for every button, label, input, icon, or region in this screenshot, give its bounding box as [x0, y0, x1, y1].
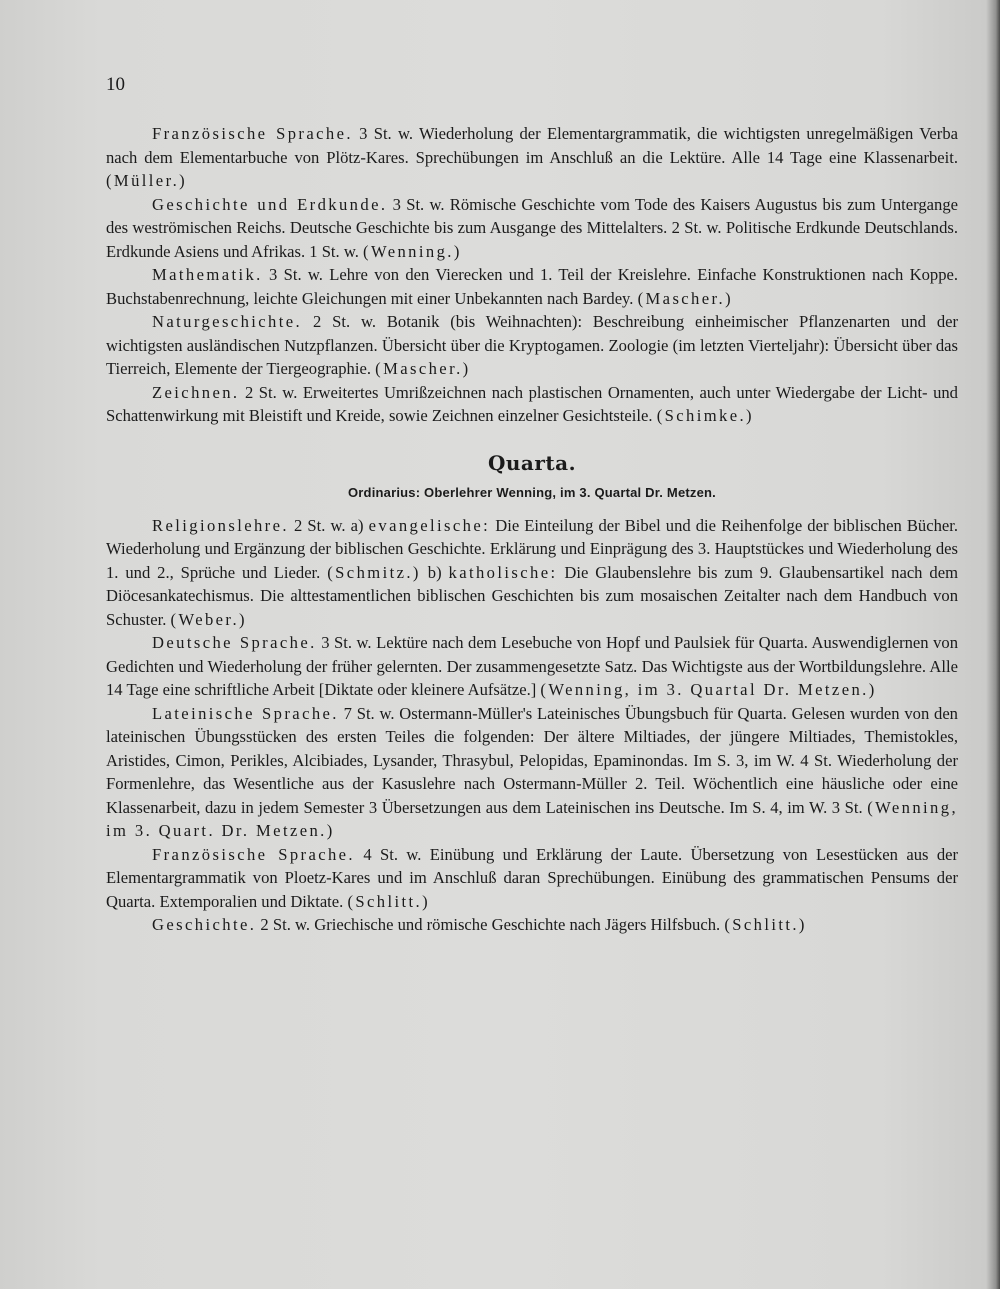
teacher-name: (Mascher.) — [637, 288, 734, 308]
section-text: 3 St. w. Römische Geschichte vom Tode des Kaisers Augustus bis zum Untergange des weströmischen Reichs. Deutsche Geschichte bis zum Ausgange des Mittelalters. 2 St. w. Politische Erdkunde Deutschlands. Erdkunde Asiens und Afrikas. 1 St. w. — [106, 194, 958, 261]
teacher-name: (Schlitt.) — [724, 915, 807, 934]
section-latein — [106, 702, 958, 843]
subject-title: Lateinische Sprache. — [152, 703, 339, 723]
section-text: 3 St. w. Lektüre nach dem Lesebuche von Hopf und Paulsiek für Quarta. Auswendiglernen von Gedichten und Wiederholung der früher gelernten. Der zusammengesetzte Satz. Das Wichtigste aus der Wortbildungslehre. Alle 14 Tage eine schriftliche Arbeit [Diktate oder kleinere Aufsätze.] — [106, 633, 959, 699]
teacher-name: (Müller.) — [106, 171, 188, 190]
teacher-name: (Weber.) — [170, 609, 247, 629]
section-deutsch — [106, 631, 958, 702]
section-text: 3 St. w. Lehre von den Vierecken und 1. Teil der Kreislehre. Einfache Konstruktionen nach Koppe. Buchstabenrechnung, leichte Gleichungen mit einer Unbekannten nach Bardey. — [106, 265, 959, 308]
subject-title: Französische Sprache. — [152, 124, 353, 143]
subject-title: Mathematik. — [152, 265, 263, 284]
subject-title: Deutsche Sprache. — [152, 633, 317, 652]
section-geschichte-quarta — [106, 913, 958, 937]
section-zeichnen — [106, 381, 958, 428]
denomination-label: katholische: — [448, 562, 558, 582]
class-heading: Quarta. — [487, 450, 577, 475]
section-geschichte-erdkunde — [106, 193, 958, 264]
section-religionslehre — [106, 514, 958, 632]
page-edge-shadow — [986, 0, 1000, 1289]
section-mathematik — [106, 263, 958, 310]
teacher-name: (Wenning, im 3. Quartal Dr. Metzen.) — [540, 680, 877, 699]
section-franzoesisch-quarta — [106, 843, 958, 914]
teacher-name: (Mascher.) — [375, 359, 471, 378]
section-text: Die Glaubenslehre bis zum 9. Glaubensartikel nach dem Diöcesankatechismus. Die alttestamentlichen biblischen Geschichten bis zum mosaischen Zeitalter nach dem Handbuch von Schuster. — [106, 562, 958, 629]
section-text: 7 St. w. Ostermann-Müller's Lateinisches Übungsbuch für Quarta. Gelesen wurden von den lateinischen Übungsstücken des ersten Teiles die folgenden: Der ältere Miltiades, der jüngere Miltiades, Themistokles, Aristides, Cimon, Perikles, Alcibiades, Lysander, Thrasybul, Pelopidas, Epaminondas. Im S. 3, im W. 4 St. Wiederholung der Formenlehre, das Wesentliche aus der Kasuslehre nach Ostermann-Müller 2. Teil. Wöchentlich eine häusliche oder eine Klassenarbeit, dazu in jedem Semester 3 Übersetzungen aus dem Lateinischen ins Deutsche. Im S. 4, im W. 3 St. — [106, 703, 958, 817]
teacher-name: (Schimke.) — [656, 406, 754, 425]
subject-title: Religionslehre. — [152, 515, 289, 535]
section-text: 2 St. w. Griechische und römische Geschichte nach Jägers Hilfsbuch. — [260, 915, 721, 934]
subject-title: Französische Sprache. — [152, 844, 355, 864]
section-text: 2 St. w. Erweitertes Umrißzeichnen nach plastischen Ornamenten, auch unter Wiedergabe der Licht- und Schattenwirkung mit Bleistift und Kreide, sowie Zeichnen einzelner Gesichtsteile. — [106, 382, 958, 425]
subject-title: Zeichnen. — [152, 382, 240, 402]
section-text: 3 St. w. Wiederholung der Elementargrammatik, die wichtigsten unregelmäßigen Verba nach dem Elementarbuche von Plötz-Kares. Sprechübungen im Anschluß an die Lektüre. Alle 14 Tage eine Klassenarbeit. — [106, 124, 958, 167]
section-naturgeschichte — [106, 310, 958, 381]
section-franzoesisch-upper — [106, 122, 958, 193]
section-text: 4 St. w. Einübung und Erklärung der Laute. Übersetzung von Lesestücken aus der Elementargrammatik von Ploetz-Kares und im Anschluß daran Sprechübungen. Einübung des grammatischen Pensums der Quarta. Extemporalien und Diktate. — [106, 844, 959, 911]
section-text: Die Einteilung der Bibel und die Reihenfolge der biblischen Bücher. Wiederholung und Ergänzung der biblischen Geschichte. Erklärung und Einprägung des 3. Hauptstückes und Wiederholung des 1. und 2., Sprüche und Lieder. — [106, 515, 958, 582]
subject-title: Geschichte und Erdkunde. — [152, 194, 388, 214]
teacher-name: (Wenning, im 3. Quart. Dr. Metzen.) — [106, 797, 958, 840]
denomination-label: evangelische: — [368, 515, 491, 535]
teacher-name: (Schmitz.) — [327, 562, 421, 582]
section-text: 2 St. w. Botanik (bis Weihnachten): Beschreibung einheimischer Pflanzenarten und der wichtigsten ausländischen Nutzpflanzen. Übersicht über die Kryptogamen. Zoologie (im letzten Vierteljahr): Übersicht über das Tierreich, Elemente der Tiergeographie. — [106, 312, 959, 378]
page-number: 10 — [106, 74, 125, 95]
section-text: b) — [427, 562, 442, 582]
section-text: 2 St. w. a) — [294, 515, 364, 535]
ordinarius-line: Ordinarius: Oberlehrer Wenning, im 3. Quartal Dr. Metzen. — [347, 484, 716, 500]
page-content — [106, 122, 958, 937]
subject-title: Geschichte. — [152, 915, 257, 934]
teacher-name: (Schlitt.) — [347, 891, 431, 911]
teacher-name: (Wenning.) — [363, 241, 462, 261]
subject-title: Naturgeschichte. — [152, 312, 303, 331]
